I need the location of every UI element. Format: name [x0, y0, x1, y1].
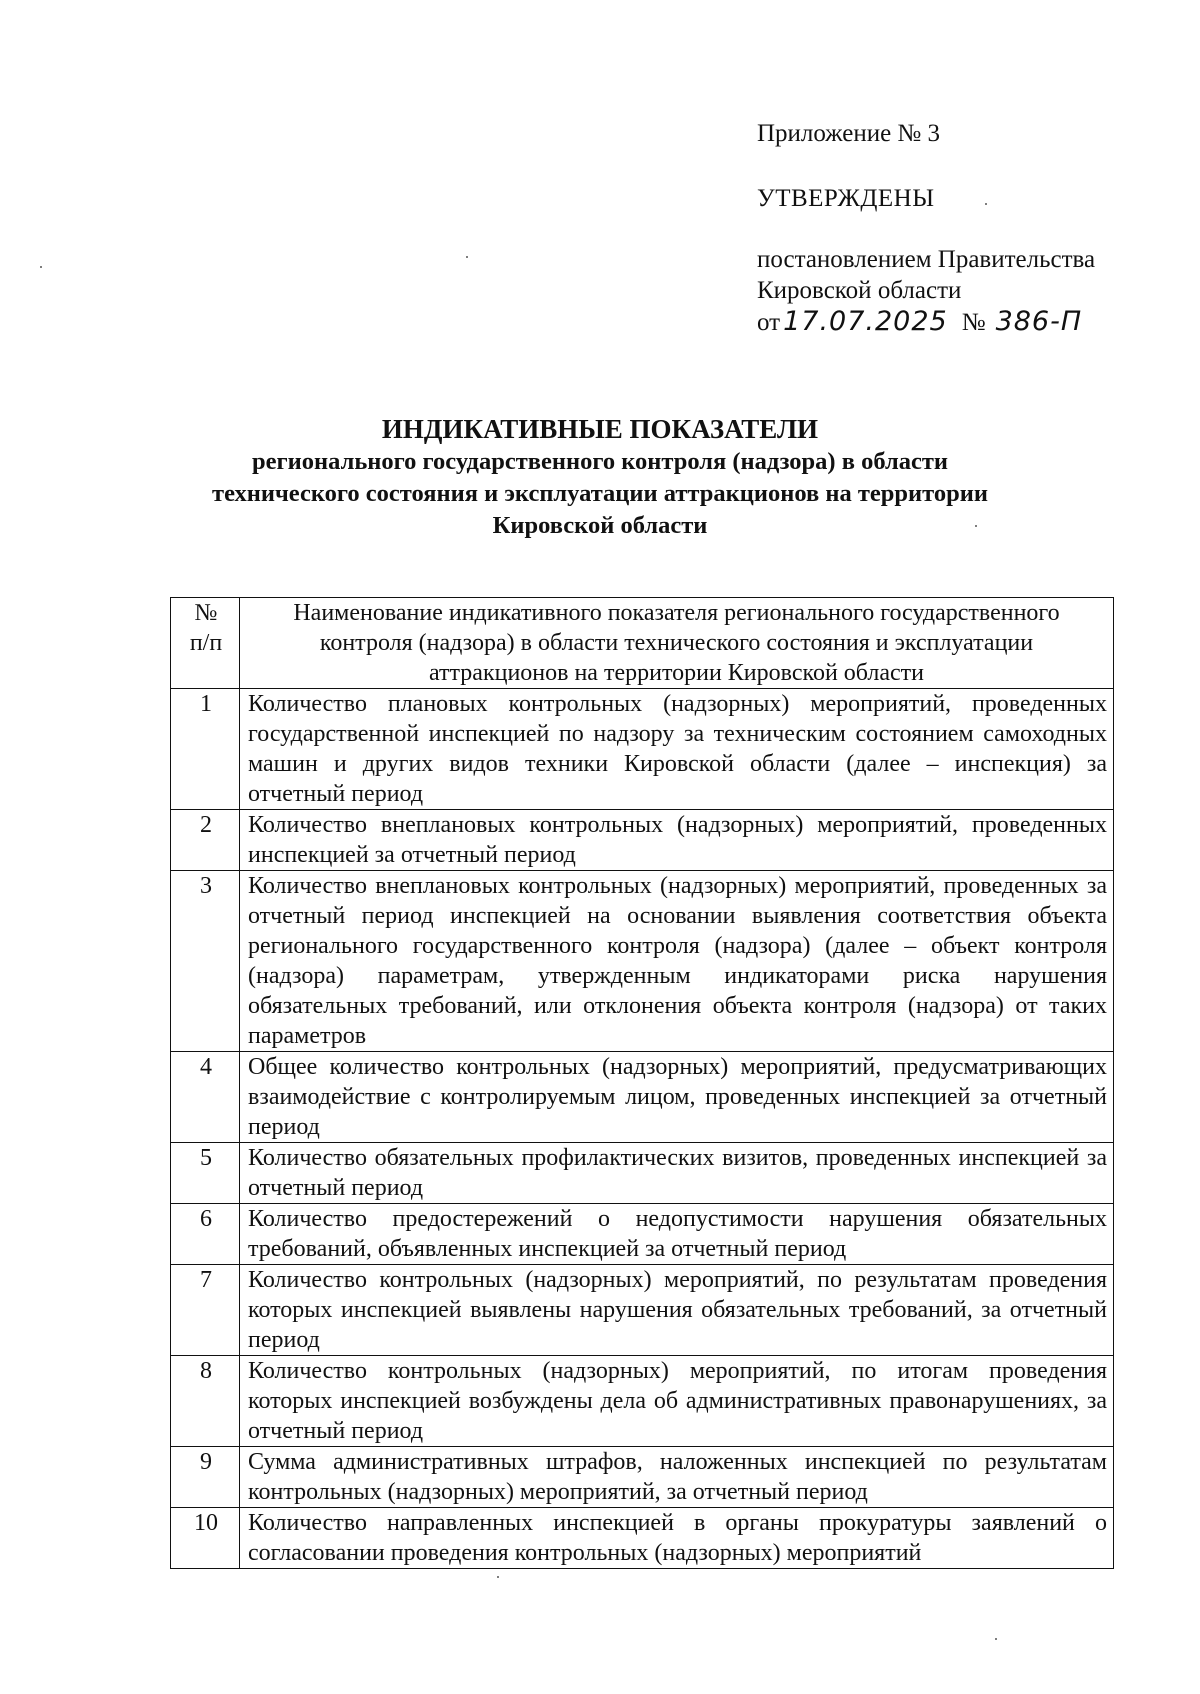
row-text: Общее количество контрольных (надзорных) мероприятий, предусматривающих взаимодействие с контролируемым лицом, проведенных инспекцией за отчетный период [240, 1052, 1114, 1143]
row-text: Количество контрольных (надзорных) мероприятий, по итогам проведения которых инспекцией возбуждены дела об административных правонарушениях, за отчетный период [240, 1356, 1114, 1447]
approval-block [757, 118, 1177, 338]
row-number: 7 [171, 1265, 240, 1356]
header-number-abbr: п/п [189, 630, 223, 656]
table-row [171, 1356, 1114, 1447]
table-row [171, 810, 1114, 871]
row-number: 5 [171, 1143, 240, 1204]
table-row [171, 689, 1114, 810]
approved-label: УТВЕРЖДЕНЫ [757, 185, 935, 212]
row-number: 2 [171, 810, 240, 871]
row-text: Сумма административных штрафов, наложенных инспекцией по результатам контрольных (надзорных) мероприятий, за отчетный период [240, 1447, 1114, 1508]
row-text: Количество контрольных (надзорных) мероприятий, по результатам проведения которых инспекцией выявлены нарушения обязательных требований, за отчетный период [240, 1265, 1114, 1356]
region-line: Кировской области [757, 277, 962, 304]
scan-speck [995, 1638, 997, 1640]
header-number [171, 598, 240, 689]
table-header-row [171, 598, 1114, 689]
scan-speck [40, 266, 42, 268]
title-line-2: технического состояния и эксплуатации аттракционов на территории [212, 480, 988, 507]
title-line-1: регионального государственного контроля (надзора) в области [252, 448, 948, 475]
from-prefix: от [757, 309, 781, 336]
table-row [171, 1204, 1114, 1265]
title-line-3: Кировской области [492, 512, 708, 539]
row-number: 6 [171, 1204, 240, 1265]
number-sign: № [961, 309, 986, 336]
header-name: Наименование индикативного показателя регионального государственного контроля (надзора) в области технического состояния и эксплуатации аттракционов на территории Кировской области [240, 598, 1114, 689]
title-main: ИНДИКАТИВНЫЕ ПОКАЗАТЕЛИ [381, 414, 819, 444]
table-row [171, 1447, 1114, 1508]
scan-speck [975, 525, 977, 527]
row-text: Количество плановых контрольных (надзорных) мероприятий, проведенных государственной инспекцией по надзору за техническим состоянием самоходных машин и других видов техники Кировской области (далее – инспекция) за отчетный период [240, 689, 1114, 810]
header-number-sign: № [194, 600, 218, 626]
appendix-label: Приложение № 3 [757, 120, 941, 147]
date-number-line [757, 306, 1177, 338]
row-number: 9 [171, 1447, 240, 1508]
handwritten-number: 386-П [995, 306, 1083, 337]
table-row [171, 1265, 1114, 1356]
row-text: Количество предостережений о недопустимости нарушения обязательных требований, объявленных инспекцией за отчетный период [240, 1204, 1114, 1265]
row-number: 4 [171, 1052, 240, 1143]
handwritten-date: 17.07.2025 [783, 306, 948, 337]
table-row [171, 1143, 1114, 1204]
row-number: 1 [171, 689, 240, 810]
row-number: 8 [171, 1356, 240, 1447]
row-text: Количество внеплановых контрольных (надзорных) мероприятий, проведенных за отчетный период инспекцией на основании выявления соответствия объекта регионального государственного контроля (надзора) (далее – объект контроля (надзора) параметрам, утвержденным индикаторами риска нарушения обязательных требований, или отклонения объекта контроля (надзора) от таких параметров [240, 871, 1114, 1052]
row-text: Количество обязательных профилактических визитов, проведенных инспекцией за отчетный период [240, 1143, 1114, 1204]
row-number: 10 [171, 1508, 240, 1569]
row-text: Количество внеплановых контрольных (надзорных) мероприятий, проведенных инспекцией за отчетный период [240, 810, 1114, 871]
scan-speck [466, 256, 468, 258]
row-number: 3 [171, 871, 240, 1052]
document-title [150, 412, 1050, 542]
table-row [171, 871, 1114, 1052]
scan-speck [985, 203, 987, 205]
scan-speck [497, 1576, 499, 1578]
row-text: Количество направленных инспекцией в органы прокуратуры заявлений о согласовании проведения контрольных (надзорных) мероприятий [240, 1508, 1114, 1569]
table-row [171, 1052, 1114, 1143]
indicators-table [170, 597, 1114, 1569]
table-row [171, 1508, 1114, 1569]
resolution-line: постановлением Правительства [757, 246, 1096, 273]
